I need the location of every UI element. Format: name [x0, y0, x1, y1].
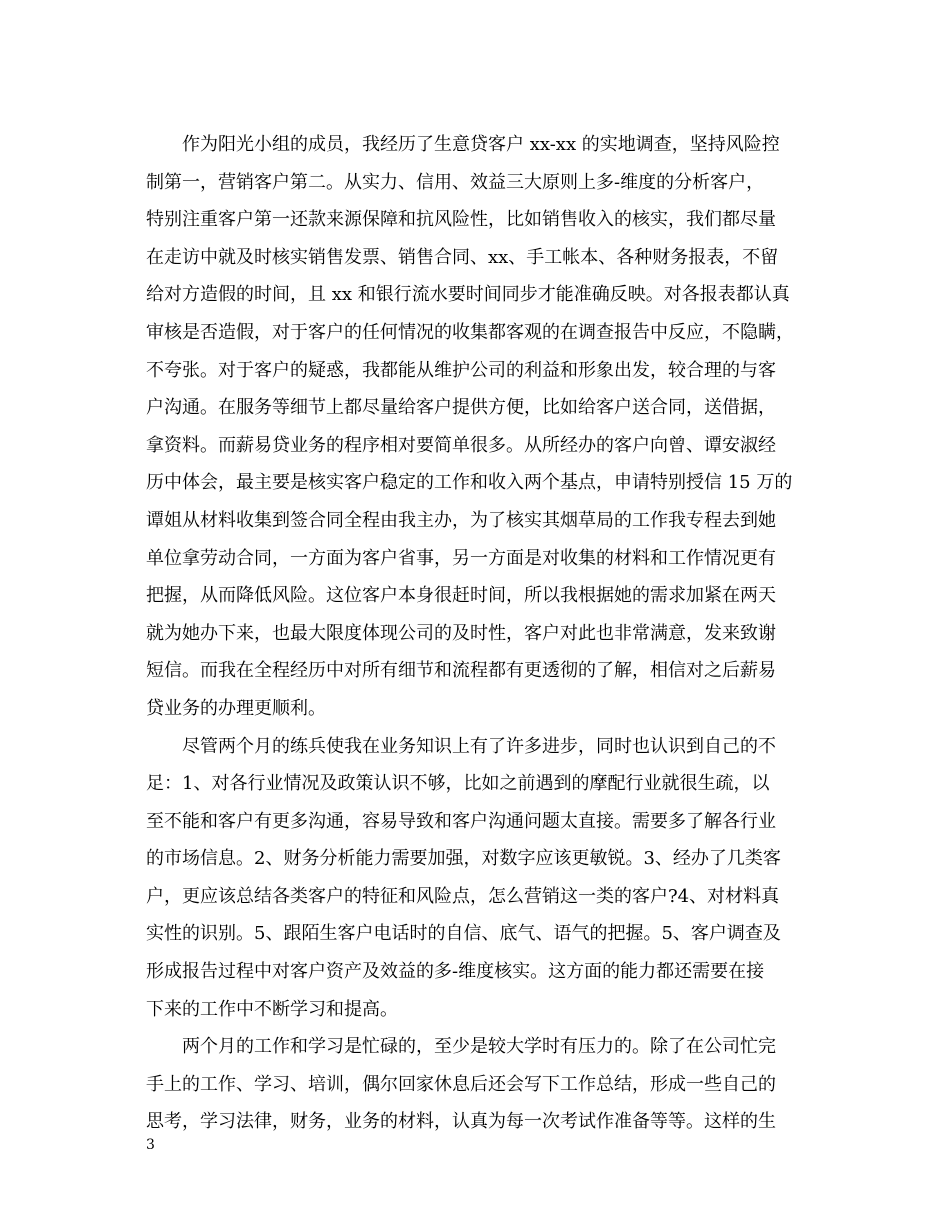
- text-line: 手上的工作、学习、培训，偶尔回家休息后还会写下工作总结，形成一些自己的: [146, 1073, 776, 1095]
- text-line: 至不能和客户有更多沟通，容易导致和客户沟通问题太直接。需要多了解各行业: [146, 810, 776, 832]
- page-number: 3: [146, 1137, 155, 1153]
- text-line: 尽管两个月的练兵使我在业务知识上有了许多进步，同时也认识到自己的不: [182, 735, 776, 757]
- text-line: 作为阳光小组的成员，我经历了生意贷客户 xx-xx 的实地调查，坚持风险控: [182, 134, 780, 155]
- text-line: 的市场信息。2、财务分析能力需要加强，对数字应该更敏锐。3、经办了几类客: [146, 848, 781, 870]
- text-line: 贷业务的办理更顺利。: [146, 697, 326, 719]
- text-line: 实性的识别。5、跟陌生客户电话时的自信、底气、语气的把握。5、客户调查及: [146, 923, 781, 945]
- text-line: 下来的工作中不断学习和提高。: [146, 998, 398, 1020]
- text-line: 户沟通。在服务等细节上都尽量给客户提供方便，比如给客户送合同，送借据，: [146, 397, 776, 419]
- text-line: 拿资料。而薪易贷业务的程序相对要简单很多。从所经办的客户向曾、谭安淑经: [146, 434, 776, 456]
- text-line: 特别注重客户第一还款来源保障和抗风险性，比如销售收入的核实，我们都尽量: [146, 209, 776, 231]
- text-line: 短信。而我在全程经历中对所有细节和流程都有更透彻的了解，相信对之后薪易: [146, 660, 776, 682]
- body-text: [146, 126, 816, 1141]
- paragraph-2: [146, 728, 816, 1029]
- text-line: 制第一，营销客户第二。从实力、信用、效益三大原则上多-维度的分析客户，: [146, 171, 765, 193]
- text-line: 谭姐从材料收集到签合同全程由我主办，为了核实其烟草局的工作我专程去到她: [146, 509, 776, 531]
- text-line: 历中体会，最主要是核实客户稳定的工作和收入两个基点，申请特别授信 15 万的: [146, 472, 793, 494]
- text-line: 就为她办下来，也最大限度体现公司的及时性，客户对此也非常满意，发来致谢: [146, 622, 776, 644]
- text-line: 给对方造假的时间，且 xx 和银行流水要时间同步才能准确反映。对各报表都认真: [146, 284, 790, 306]
- text-line: 足：1、对各行业情况及政策认识不够，比如之前遇到的摩配行业就很生疏，以: [146, 773, 770, 795]
- text-line: 思考，学习法律，财务，业务的材料，认真为每一次考试作准备等等。这样的生: [146, 1111, 776, 1133]
- text-line: 不夸张。对于客户的疑惑，我都能从维护公司的利益和形象出发，较合理的与客: [146, 359, 776, 381]
- text-line: 形成报告过程中对客户资产及效益的多-维度核实。这方面的能力都还需要在接: [146, 961, 765, 983]
- text-line: 在走访中就及时核实销售发票、销售合同、xx、手工帐本、各种财务报表，不留: [146, 246, 779, 268]
- text-line: 把握，从而降低风险。这位客户本身很赶时间，所以我根据她的需求加紧在两天: [146, 585, 776, 607]
- text-line: 户，更应该总结各类客户的特征和风险点，怎么营销这一类的客户?4、对材料真: [146, 885, 780, 907]
- text-line: 审核是否造假，对于客户的任何情况的收集都客观的在调查报告中反应，不隐瞒，: [146, 321, 794, 343]
- text-line: 两个月的工作和学习是忙碌的，至少是较大学时有压力的。除了在公司忙完: [182, 1036, 776, 1058]
- text-line: 单位拿劳动合同，一方面为客户省事，另一方面是对收集的材料和工作情况更有: [146, 547, 776, 569]
- paragraph-1: [146, 126, 816, 728]
- paragraph-3: [146, 1028, 816, 1141]
